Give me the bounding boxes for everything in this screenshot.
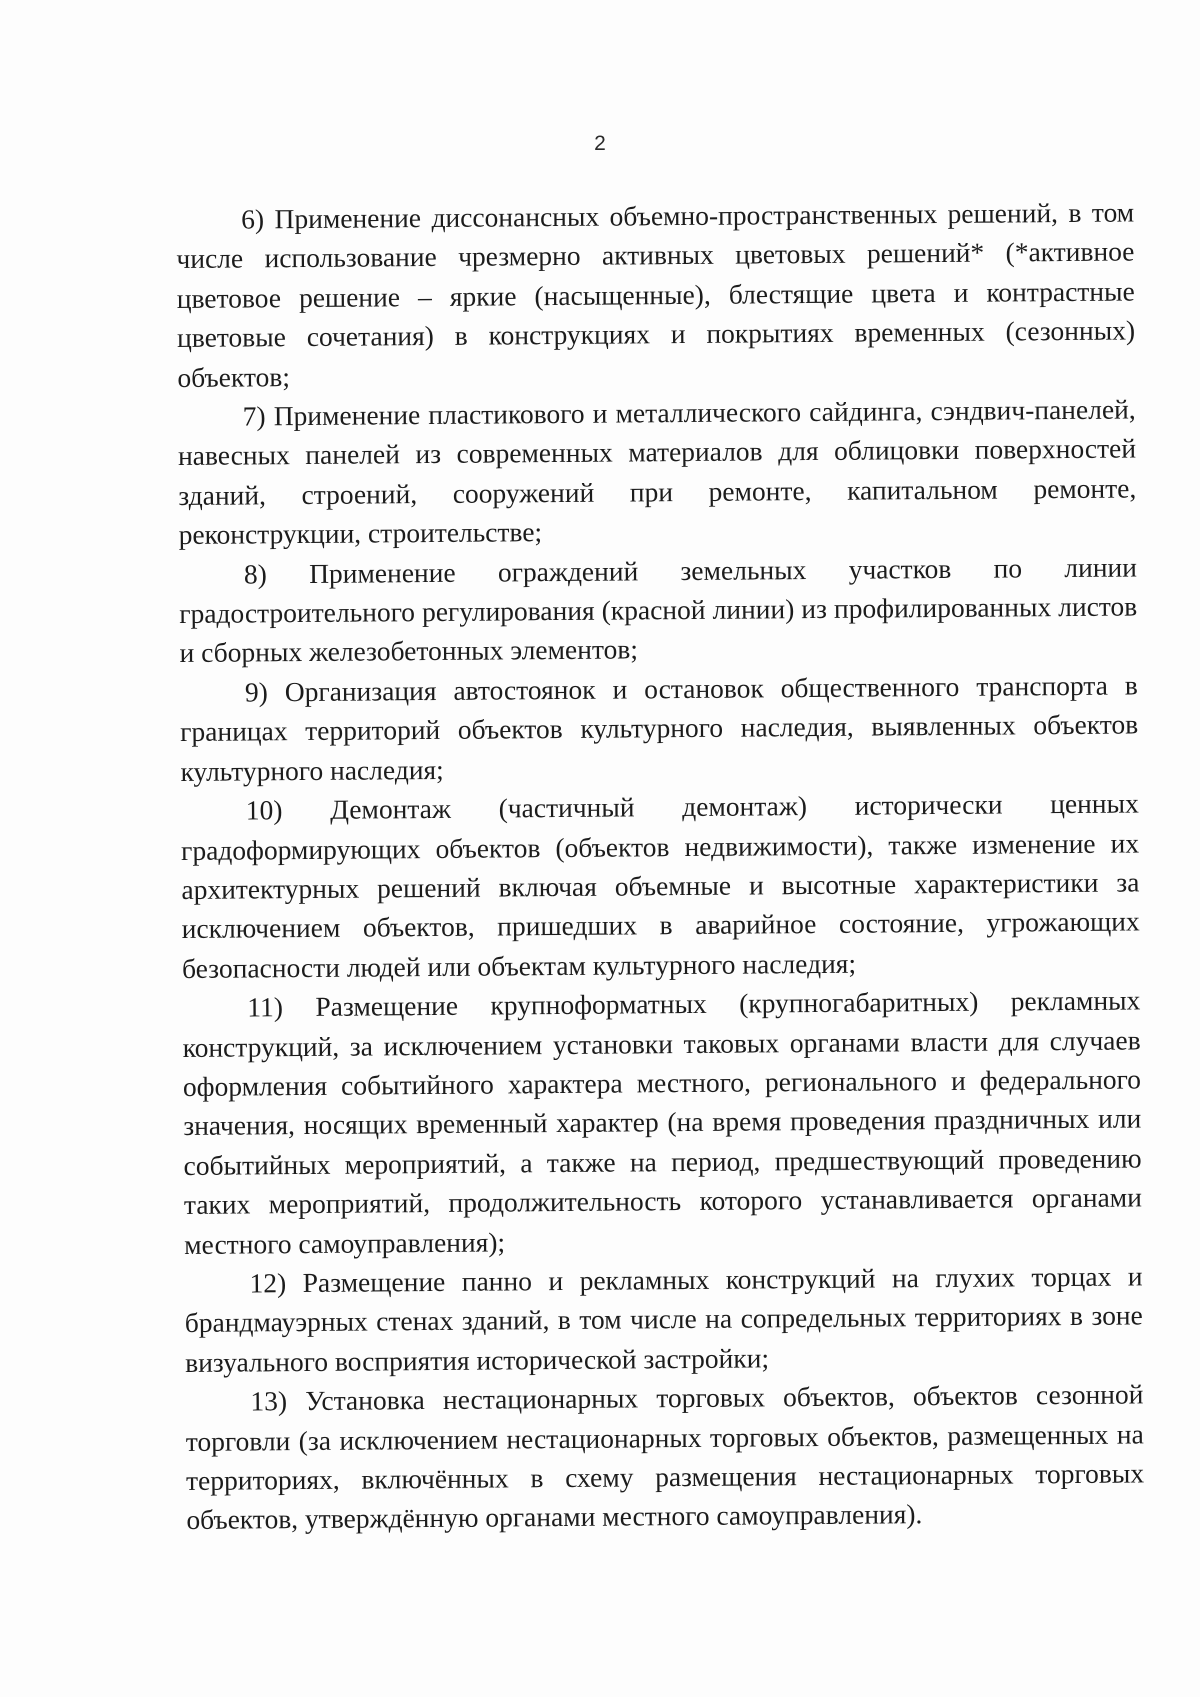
item-text: Применение пластикового и металлического сайдинга, сэндвич-панелей, навесных панелей из современных материалов для облицовки поверхностей зданий, строений, сооружений при ремонте, капитальном ремонте, реконструкции, строительстве; xyxy=(177,393,1137,551)
list-item-10 xyxy=(181,784,1141,989)
list-item-7 xyxy=(178,390,1137,555)
item-number: 12) xyxy=(249,1267,287,1299)
list-item-13 xyxy=(185,1375,1144,1540)
page-number: 2 xyxy=(594,132,606,155)
item-text: Размещение панно и рекламных конструкций на глухих торцах и брандмауэрных стенах зданий, в том числе на сопредельных территориях в зоне визуального восприятия исторической застройки; xyxy=(184,1260,1143,1378)
item-text: Применение диссонансных объемно-пространственных решений, в том числе использование чрезмерно активных цветовых решений* (*активное цветовое решение – яркие (насыщенные), блестящие цвета и контрастные цветовые сочетания) в конструкциях и покрытиях временных (сезонных) объектов; xyxy=(176,196,1136,393)
list-item-8 xyxy=(179,547,1138,673)
item-text: Размещение крупноформатных (крупногабаритных) рекламных конструкций, за исключением установки таковых органами власти для случаев оформления событийного характера местного, регионального и федерального значения, носящих временный характер (на время проведения праздничных или событийных мероприятий, а также на период, предшествующий проведению таких мероприятий, продолжительность которого устанавливается органами местного самоуправления); xyxy=(182,984,1142,1260)
item-number: 10) xyxy=(245,794,283,826)
list-item-12 xyxy=(184,1256,1143,1382)
item-number: 9) xyxy=(244,676,268,708)
item-number: 11) xyxy=(247,991,284,1023)
item-text: Демонтаж (частичный демонтаж) исторически ценных градоформирующих объектов (объектов недвижимости), также изменение их архитектурных решений включая объемные и высотные характеристики за исключением объектов, пришедших в аварийное состояние, угрожающих безопасности людей или объектам культурного наследия; xyxy=(180,787,1140,984)
list-item-9 xyxy=(180,665,1139,791)
list-item-11 xyxy=(182,981,1142,1264)
item-number: 8) xyxy=(243,557,267,590)
item-text: Установка нестационарных торговых объектов, объектов сезонной торговли (за исключением нестационарных торговых объектов, размещенных на территориях, включённых в схему размещения нестационарных торговых объектов, утверждённую органами местного самоуправления). xyxy=(185,1378,1145,1536)
item-text: Применение ограждений земельных участков по линии градостроительного регулирования (красной линии) из профилированных листов и сборных железобетонных элементов; xyxy=(179,551,1138,669)
list-item-6 xyxy=(176,192,1136,397)
item-number: 6) xyxy=(241,203,265,235)
item-number: 13) xyxy=(250,1385,288,1417)
item-text: Организация автостоянок и остановок общественного транспорта в границах территорий объектов культурного наследия, выявленных объектов культурного наследия; xyxy=(180,669,1139,787)
item-number: 7) xyxy=(242,400,266,432)
document-body xyxy=(176,192,1144,1539)
